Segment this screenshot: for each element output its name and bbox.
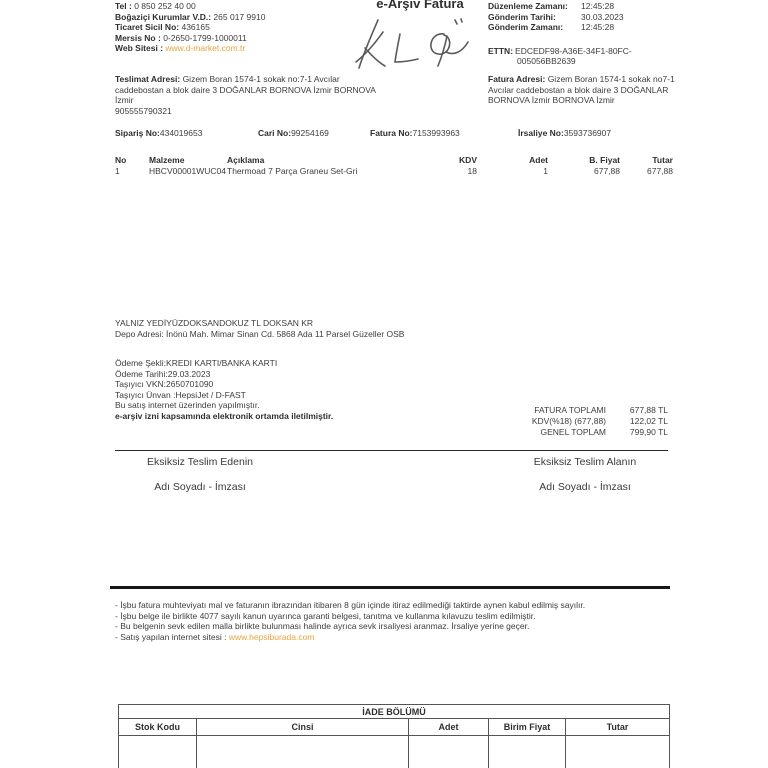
gonderim-tarihi-value: 30.03.2023 [581,11,624,22]
item-bfiyat: 677,88 [594,166,620,176]
item-tutar: 677,88 [647,166,673,176]
teslim-edenin-label: Eksiksiz Teslim Edenin [146,456,253,468]
signature-scribble [352,12,482,76]
adsoyad-imza-eden: Adı Soyadı - İmzası [154,481,246,493]
iade-cell-cinsi [197,736,409,768]
gonderim-tarihi-line [488,12,698,23]
col-kdv: KDV [459,155,477,165]
iade-col-birim-fiyat: Birim Fiyat [489,719,566,736]
fatura-adresi-block [488,74,684,106]
footnotes-block [115,600,671,642]
mersis-label: Mersis No : [115,32,161,43]
fatura-no: Fatura No:7153993963 [370,128,460,138]
sicil-label: Ticaret Sicil No: [115,22,180,32]
iade-cell-tutar [566,736,670,768]
ettn-value: EDCEDF98-A36E-34F1-80FC- 005056BB2639 [515,45,632,66]
meta-block [488,1,698,67]
iade-cell-stok [119,736,197,768]
iade-col-cinsi: Cinsi [197,719,409,736]
tel-value: 0 850 252 40 00 [134,1,196,11]
totals-block [460,405,668,438]
iade-cell-adet [409,736,489,768]
col-adet: Adet [529,155,548,165]
footnote-4: - Satış yapılan internet sitesi : www.hepsiburada.com [115,631,315,642]
col-tutar: Tutar [652,155,673,165]
mersis-value: 0-2650-1799-1000011 [163,32,247,43]
seller-sicil-line [115,22,380,33]
iade-title: İADE BÖLÜMÜ [119,705,670,719]
internet-satis-note: Bu satış internet üzerinden yapılmıştır. [115,400,260,410]
item-adet: 1 [543,166,548,176]
iade-title-row [119,705,670,719]
gonderim-zamani-label: Gönderim Zamanı: [488,22,564,32]
web-label: Web Sitesi : [115,43,164,53]
iade-col-adet: Adet [409,719,489,736]
footnote-1: - İşbu fatura muhteviyatı mal ve faturanın ibrazından itibaren 8 gün içinde itiraz edilmediği taktirde aynen kabul edilmiş sayılır. [115,600,586,610]
hepsiburada-link[interactable]: www.hepsiburada.com [228,631,315,642]
seller-vd-line [115,12,380,23]
divider-line [115,450,668,451]
vd-label: Boğaziçi Kurumlar V.D.: [115,11,212,22]
amount-in-words: YALNIZ YEDİYÜZDOKSANDOKUZ TL DOKSAN KR [115,318,314,328]
col-bfiyat: B. Fiyat [589,155,620,165]
kdv-row: KDV(%18) (677,88) 122,02 TL [531,416,668,426]
gonderim-tarihi-label: Gönderim Tarihi: [488,11,556,22]
teslimat-text: Gizem Boran 1574-1 sokak no:7-1 Avcılar caddebostan a blok daire 3 DOĞANLAR BORNOVA İzmir BORNOVA İzmir [115,74,376,105]
tel-label: Tel : [115,1,132,11]
ettn-line [488,46,698,67]
siparis-no: Sipariş No:434019653 [115,128,203,138]
document-title: e-Arşiv Fatura [376,0,464,11]
iade-cell-birim [489,736,566,768]
items-table-header [115,155,673,166]
earsiv-note: e-arşiv izni kapsamında elektronik ortamda iletilmiştir. [115,410,334,421]
footnote-2: - İşbu belge ile birlikte 4077 sayılı kanun uyarınca garanti belgesi, tanıtma ve kullanma kılavuzu teslim edilmiştir. [115,610,536,621]
genel-toplam-row: GENEL TOPLAM 799,90 TL [540,427,668,437]
iade-header-row [119,719,670,736]
fatura-adresi-label: Fatura Adresi: [488,74,546,84]
teslimat-adresi-block [115,74,387,116]
iade-col-tutar: Tutar [566,719,670,736]
depo-adresi: Depo Adresi: İnönü Mah. Mimar Sinan Cd. 5868 Ada 11 Parsel Güzeller OSB [115,329,405,339]
item-kdv: 18 [467,166,477,176]
ettn-label: ETTN: [488,45,514,56]
fatura-toplami-row: FATURA TOPLAMI 677,88 TL [534,405,668,415]
item-aciklama: Thermoad 7 Parça Graneu Set-Gri [227,166,358,176]
gonderim-zamani-value: 12:45:28 [581,22,615,32]
cari-no: Cari No:99254169 [258,128,329,138]
tasiyici-vkn: Taşıyıcı VKN:2650701090 [115,379,214,389]
duzenleme-label: Düzenleme Zamanı: [488,1,568,11]
col-aciklama: Açıklama [227,155,265,165]
col-malzeme: Malzeme [149,155,185,165]
odeme-sekli: Ödeme Şekli:KREDI KARTI/BANKA KARTI [115,358,278,368]
iade-col-stok-kodu: Stok Kodu [119,719,197,736]
iade-empty-row [119,736,670,768]
adsoyad-imza-alan: Adı Soyadı - İmzası [539,481,631,493]
odeme-tarihi: Ödeme Tarihi:29.03.2023 [115,368,211,379]
duzenleme-line [488,1,698,12]
duzenleme-value: 12:45:28 [581,1,615,11]
gonderim-zamani-line [488,22,698,33]
seller-website-link[interactable]: www.d-market.com.tr [165,43,246,53]
seller-web-line [115,43,380,54]
teslimat-label: Teslimat Adresi: [115,74,181,84]
vd-value: 265 017 9910 [213,11,266,22]
irsaliye-no: İrsaliye No:3593736907 [518,128,612,138]
item-malzeme: HBCV00001WUC04 [149,166,227,176]
col-no: No [115,155,127,165]
footnote-3: - Bu belgenin sevk edilen malla birlikte bulunması halinde ayrıca sevk irsaliyesi aranmaz. İrsaliye yerine geçer. [115,621,530,631]
sicil-value: 436165 [181,22,210,32]
item-row [115,166,673,177]
teslim-alanin-label: Eksiksiz Teslim Alanın [533,456,637,468]
iade-table [118,704,670,768]
item-no: 1 [115,166,120,176]
thick-divider [110,586,670,589]
seller-mersis-line [115,33,380,44]
teslimat-phone: 905555790321 [115,105,172,116]
fatura-adresi-text: Gizem Boran 1574-1 sokak no7-1 Avcılar caddebostan a blok daire 3 DOĞANLAR BORNOVA İzmir BORNOVA İzmir [488,74,675,105]
tasiyici-unvan: Taşıyıcı Ünvan :HepsiJet / D-FAST [115,389,246,400]
